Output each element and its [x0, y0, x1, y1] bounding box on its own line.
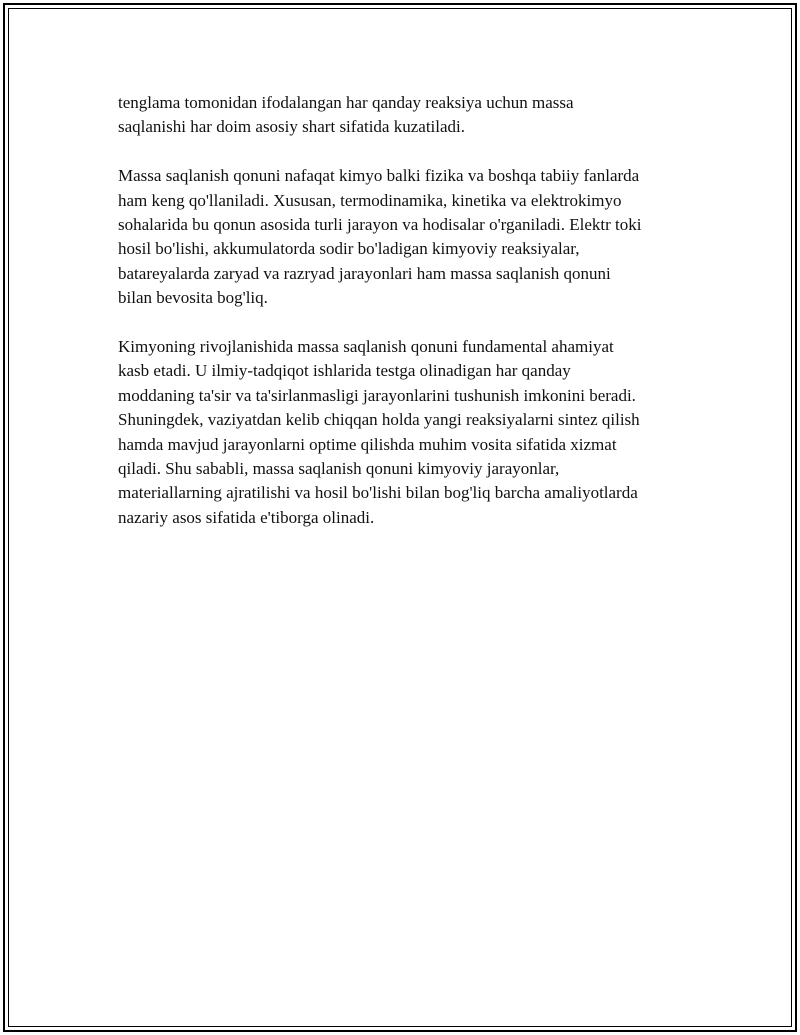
text-line: kasb etadi. U ilmiy-tadqiqot ishlarida testga olinadigan har qanday [118, 361, 571, 381]
text-line: moddaning ta'sir va ta'sirlanmasligi jarayonlarini tushunish imkonini beradi. [118, 385, 636, 405]
text-line: Kimyoning rivojlanishida massa saqlanish qonuni fundamental ahamiyat [118, 337, 614, 357]
text-line: batareyalarda zaryad va razryad jarayonlari ham massa saqlanish qonuni [118, 263, 611, 283]
document-body [118, 91, 698, 530]
text-line: hosil bo'lishi, akkumulatorda sodir bo'ladigan kimyoviy reaksiyalar, [118, 239, 580, 259]
text-line: Massa saqlanish qonuni nafaqat kimyo balki fizika va boshqa tabiiy fanlarda [118, 166, 640, 186]
text-line: qiladi. Shu sababli, massa saqlanish qonuni kimyoviy jarayonlar, [118, 459, 560, 479]
text-line: tenglama tomonidan ifodalangan har qanday reaksiya uchun massa [118, 93, 574, 112]
text-line: sohalarida bu qonun asosida turli jarayon va hodisalar o'rganiladi. Elektr toki [118, 215, 642, 235]
text-line: hamda mavjud jarayonlarni optime qilishda muhim vosita sifatida xizmat [118, 434, 617, 454]
text-line: materiallarning ajratilishi va hosil bo'lishi bilan bog'liq barcha amaliyotlarda [118, 483, 638, 503]
paragraph-3 [118, 335, 698, 530]
paragraph-1 [118, 91, 698, 140]
text-line: bilan bevosita bog'liq. [118, 288, 268, 308]
text-line: saqlanishi har doim asosiy shart sifatida kuzatiladi. [118, 117, 466, 137]
text-line: nazariy asos sifatida e'tiborga olinadi. [118, 507, 375, 527]
paragraph-2 [118, 164, 698, 310]
text-line: ham keng qo'llaniladi. Xususan, termodinamika, kinetika va elektrokimyo [118, 190, 622, 210]
text-line: Shuningdek, vaziyatdan kelib chiqqan holda yangi reaksiyalarni sintez qilish [118, 410, 640, 430]
